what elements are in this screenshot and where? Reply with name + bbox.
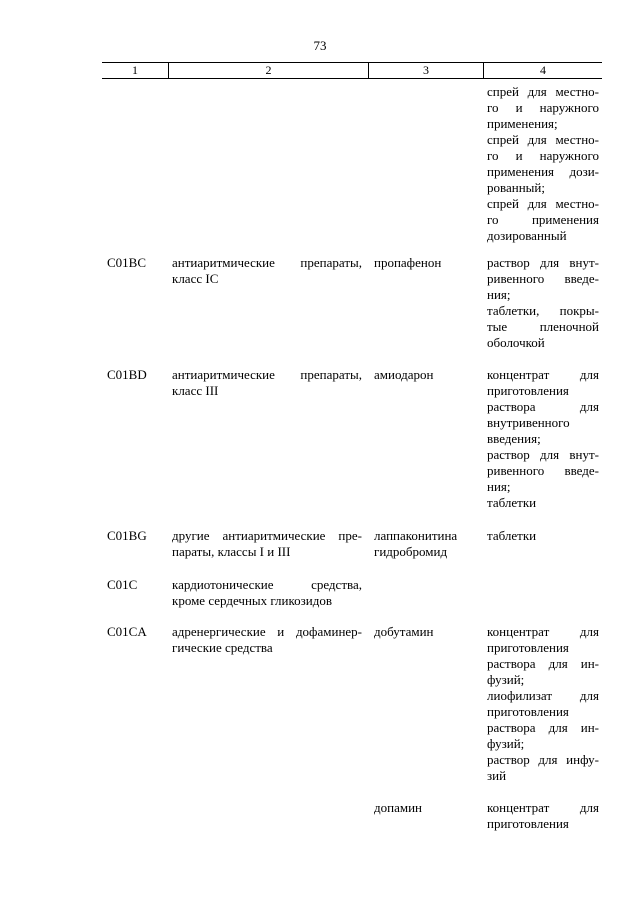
dosage-form-line: приготовления bbox=[487, 640, 569, 655]
dosage-form-line: фузий; bbox=[487, 672, 525, 687]
dosage-form-line: рованный; bbox=[487, 180, 545, 195]
group-name-line: гические средства bbox=[172, 640, 273, 655]
dosage-form-line: применения дози- bbox=[487, 164, 599, 179]
page-number: 73 bbox=[313, 38, 327, 53]
header-col-2: 2 bbox=[265, 63, 272, 77]
drug-name-line: гидробромид bbox=[374, 544, 448, 559]
dosage-form-line: применения; bbox=[487, 116, 558, 131]
dosage-form-line: введения; bbox=[487, 431, 541, 446]
dosage-form-line: спрей для местно- bbox=[487, 132, 599, 147]
dosage-form-line: ния; bbox=[487, 479, 511, 494]
dosage-form-line: фузий; bbox=[487, 736, 525, 751]
drug-name-line: пропафенон bbox=[374, 255, 442, 270]
dosage-form-line: таблетки bbox=[487, 495, 537, 510]
group-name-line: класс III bbox=[172, 383, 219, 398]
group-name-line: адренергические и дофаминер- bbox=[172, 624, 362, 639]
group-name-line: параты, классы I и III bbox=[172, 544, 291, 559]
group-name-line: класс IC bbox=[172, 271, 219, 286]
dosage-form-line: тые пленочной bbox=[487, 319, 599, 334]
dosage-form-line: таблетки, покры- bbox=[487, 303, 599, 318]
dosage-form-line: приготовления bbox=[487, 383, 569, 398]
dosage-form-line: зий bbox=[487, 768, 507, 783]
group-name-line: антиаритмические препараты, bbox=[172, 367, 362, 382]
header-col-1: 1 bbox=[132, 63, 138, 77]
atc-code: C01CA bbox=[107, 624, 147, 639]
dosage-form-line: раствора для ин- bbox=[487, 656, 599, 671]
dosage-form-line: ния; bbox=[487, 287, 511, 302]
header-col-3: 3 bbox=[423, 63, 429, 77]
drug-name-line: добутамин bbox=[374, 624, 434, 639]
dosage-form-line: го и наружного bbox=[487, 148, 599, 163]
dosage-form-line: ривенного введе- bbox=[487, 271, 599, 286]
drug-name-line: допамин bbox=[374, 800, 422, 815]
atc-code: C01BC bbox=[107, 255, 147, 270]
group-name-line: другие антиаритмические пре- bbox=[172, 528, 362, 543]
dosage-form-line: го и наружного bbox=[487, 100, 599, 115]
dosage-form-line: оболочкой bbox=[487, 335, 545, 350]
dosage-form-line: раствора для ин- bbox=[487, 720, 599, 735]
dosage-form-line: спрей для местно- bbox=[487, 84, 599, 99]
group-name-line: кроме сердечных гликозидов bbox=[172, 593, 332, 608]
dosage-form-line: раствор для внут- bbox=[487, 255, 599, 270]
dosage-form-line: таблетки bbox=[487, 528, 537, 543]
dosage-form-line: раствора для bbox=[487, 399, 599, 414]
atc-code: C01BG bbox=[107, 528, 147, 543]
dosage-form-line: спрей для местно- bbox=[487, 196, 599, 211]
drug-name-line: амиодарон bbox=[374, 367, 434, 382]
header-col-4: 4 bbox=[540, 63, 546, 77]
table-header bbox=[102, 62, 602, 79]
dosage-form-line: го применения bbox=[487, 212, 599, 227]
dosage-form-line: ривенного введе- bbox=[487, 463, 599, 478]
dosage-form-line: раствор для инфу- bbox=[487, 752, 599, 767]
dosage-form-line: концентрат для bbox=[487, 800, 599, 815]
dosage-form-line: раствор для внут- bbox=[487, 447, 599, 462]
dosage-form-line: концентрат для bbox=[487, 367, 599, 382]
dosage-form-line: приготовления bbox=[487, 816, 569, 831]
dosage-form-line: лиофилизат для bbox=[487, 688, 599, 703]
atc-code: C01BD bbox=[107, 367, 147, 382]
group-name-line: кардиотонические средства, bbox=[172, 577, 362, 592]
group-name-line: антиаритмические препараты, bbox=[172, 255, 362, 270]
atc-code: C01C bbox=[107, 577, 138, 592]
drug-name-line: лаппаконитина bbox=[374, 528, 458, 543]
dosage-form-line: дозированный bbox=[487, 228, 567, 243]
dosage-form-line: концентрат для bbox=[487, 624, 599, 639]
dosage-form-line: приготовления bbox=[487, 704, 569, 719]
dosage-form-line: внутривенного bbox=[487, 415, 570, 430]
